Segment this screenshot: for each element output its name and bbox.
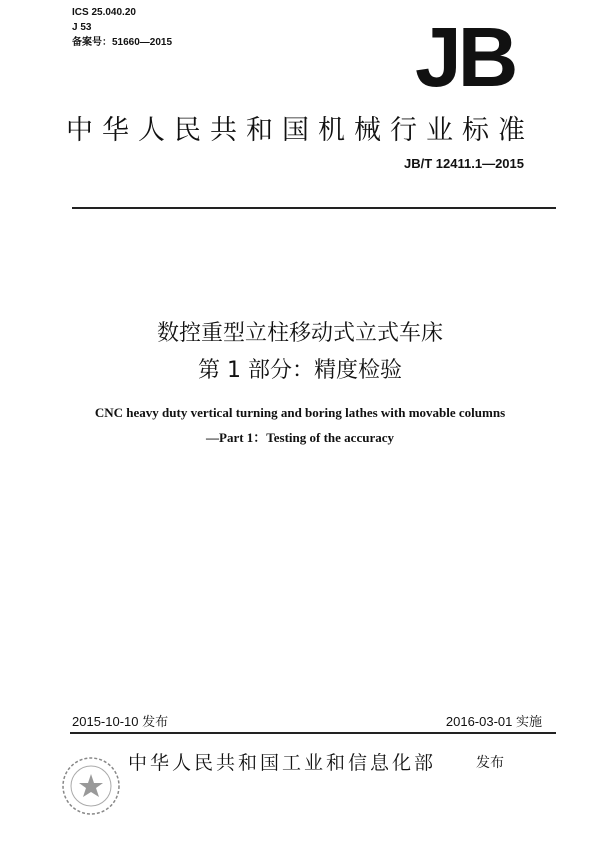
standard-number: JB/T 12411.1—2015 xyxy=(404,156,524,171)
record-label: 备案号： xyxy=(72,37,112,48)
record-number xyxy=(72,36,172,49)
publish-label: 发布 xyxy=(476,755,504,771)
title-en-line-2: —Part 1：Testing of the accuracy xyxy=(206,430,394,445)
title-en-line-1: CNC heavy duty vertical turning and boring lathes with movable columns xyxy=(94,405,506,420)
official-seal-icon xyxy=(60,755,122,817)
bottom-divider xyxy=(70,732,556,734)
publisher-name: 中华人民共和国工业和信息化部 xyxy=(128,752,437,774)
top-divider xyxy=(72,207,556,209)
issue-date: 2015-10-10 发布 xyxy=(72,714,169,729)
title-cn-line-1: 数控重型立柱移动式立式车床 xyxy=(156,321,443,346)
title-cn-line-2: 第 1 部分：精度检验 xyxy=(198,358,402,383)
industry-standard-title: 中华人民共和国机械行业标准 xyxy=(66,115,534,146)
ics-code: ICS 25.040.20 xyxy=(72,7,136,18)
implementation-date: 2016-03-01 实施 xyxy=(445,714,542,729)
classification-code: J 53 xyxy=(72,22,92,33)
jb-logo: JB xyxy=(415,10,515,104)
record-value: 51660—2015 xyxy=(112,37,173,48)
